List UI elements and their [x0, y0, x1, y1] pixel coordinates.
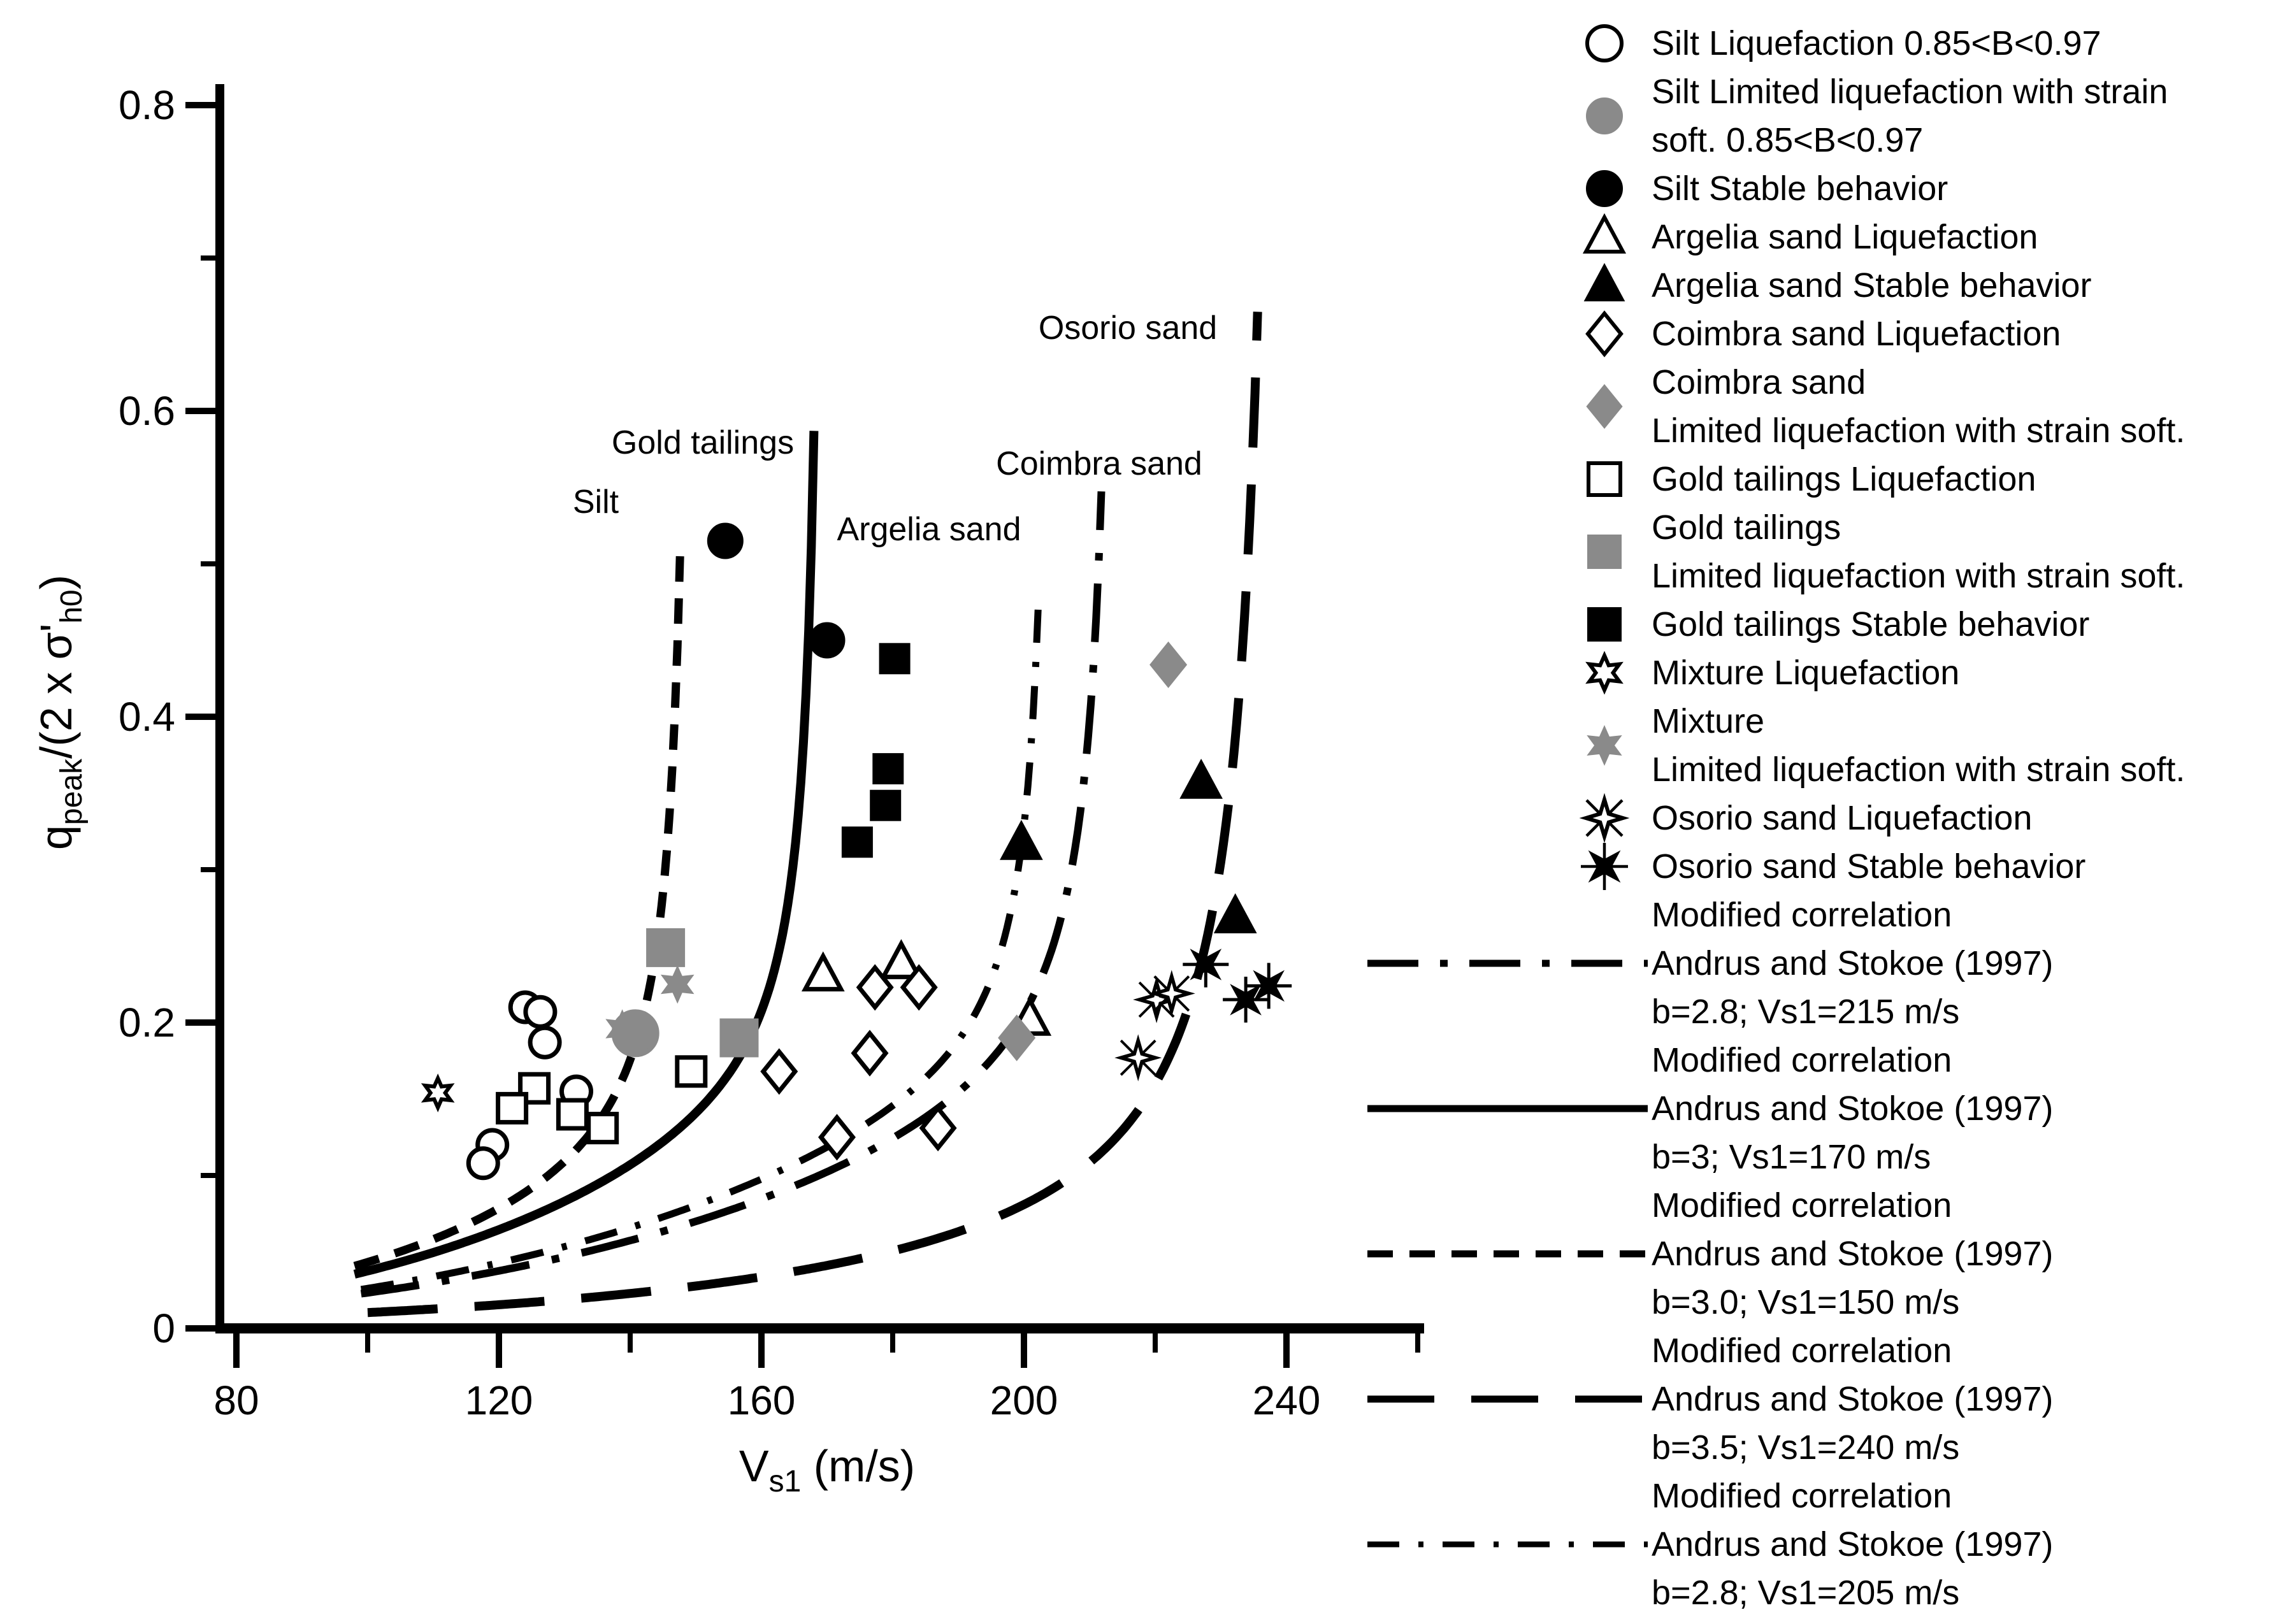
- legend-item-label: [1652, 213, 2038, 261]
- legend-item-line: Modified correlation: [1652, 1186, 1952, 1225]
- legend-item-label: [1652, 503, 2185, 600]
- y-tick-label: 0.2: [119, 1000, 175, 1046]
- legend-item-line: Silt Liquefaction 0.85<B<0.97: [1652, 24, 2101, 62]
- legend-item-line: Gold tailings Liquefaction: [1652, 460, 2036, 498]
- legend-item: [1364, 68, 2269, 164]
- legend-item-line: b=2.8; Vs1=205 m/s: [1652, 1574, 1960, 1612]
- legend-item-line: Coimbra sand: [1652, 363, 1866, 401]
- legend-item: [1364, 19, 2269, 68]
- legend-square-open-icon: [1364, 455, 1652, 503]
- legend-item-line: Mixture: [1652, 702, 1765, 740]
- legend-item-line: Limited liquefaction with strain soft.: [1652, 412, 2186, 450]
- legend-item-line: Modified correlation: [1652, 1332, 1952, 1370]
- data-point-square-black: [844, 829, 870, 856]
- legend-item-label: [1652, 1036, 2053, 1181]
- data-point-star8-black: [1183, 942, 1228, 988]
- legend-item: [1364, 164, 2269, 213]
- legend-item: [1364, 891, 2269, 1036]
- data-point-square-big-gray: [649, 930, 683, 965]
- data-point-triangle-black: [1218, 898, 1253, 931]
- y-tick-label: 0.6: [119, 388, 175, 434]
- legend-item-label: [1652, 891, 2053, 1036]
- data-point-square-open: [589, 1114, 617, 1142]
- data-point-circle-open: [468, 1149, 498, 1178]
- legend-item-label: [1652, 1326, 2053, 1472]
- legend-item: [1364, 697, 2269, 794]
- legend-line-swatch: [1364, 1036, 1652, 1181]
- legend-square-gray-icon: [1364, 503, 1652, 600]
- legend-item-label: [1652, 261, 2091, 310]
- legend-circle-open-icon: [1364, 19, 1652, 68]
- data-point-diamond-gray: [1153, 645, 1185, 684]
- legend-item-line: Argelia sand Liquefaction: [1652, 218, 2038, 256]
- legend-item: [1364, 358, 2269, 455]
- legend-item-line: Mixture Liquefaction: [1652, 654, 1960, 692]
- y-tick-label: 0.8: [119, 82, 175, 128]
- legend-line-swatch: [1364, 1472, 1652, 1617]
- x-axis-title: $V_{s1}$ (m/s): [738, 1441, 916, 1498]
- curve-gold_curve: [354, 431, 814, 1274]
- series-silt_stable: [709, 525, 843, 656]
- legend-star8-open-icon: [1364, 794, 1652, 842]
- legend-square-black-icon: [1364, 600, 1652, 649]
- legend-item-label: [1652, 600, 2089, 649]
- legend-item: [1364, 455, 2269, 503]
- legend-item-label: [1652, 164, 1948, 213]
- legend-item: [1364, 1326, 2269, 1472]
- legend-item-line: Silt Limited liquefaction with strain: [1652, 73, 2168, 111]
- series-mixture_liq: [425, 1078, 450, 1107]
- x-tick-label: 80: [213, 1377, 259, 1423]
- legend-item-label: [1652, 68, 2168, 164]
- data-point-square-black: [872, 792, 899, 819]
- legend-line-swatch: [1364, 1181, 1652, 1326]
- data-point-square-big-gray: [722, 1021, 756, 1055]
- data-point-triangle-open: [805, 956, 841, 989]
- curve-label: Argelia sand: [837, 511, 1021, 548]
- legend-item-line: Modified correlation: [1652, 1041, 1952, 1079]
- data-point-triangle-black: [1004, 824, 1039, 858]
- y-tick-label: 0.4: [119, 694, 175, 740]
- legend-item-label: [1652, 842, 2085, 891]
- data-point-star8-open: [1155, 976, 1189, 1010]
- x-tick-label: 160: [727, 1377, 796, 1423]
- legend-item-line: Gold tailings: [1652, 508, 1841, 547]
- legend-item-line: Andrus and Stokoe (1997): [1652, 1380, 2054, 1418]
- data-point-square-black: [875, 756, 902, 782]
- data-point-triangle-black: [1183, 763, 1219, 796]
- curve-label: Osorio sand: [1038, 310, 1218, 347]
- data-point-circle-open: [530, 1028, 559, 1057]
- legend-item-label: [1652, 794, 2032, 842]
- legend-item-label: [1652, 358, 2185, 455]
- legend-item: [1364, 600, 2269, 649]
- legend-item: [1364, 310, 2269, 358]
- data-point-square-open: [498, 1094, 526, 1122]
- legend-item-label: [1652, 1181, 2053, 1326]
- legend-item-line: b=2.8; Vs1=215 m/s: [1652, 993, 1960, 1031]
- legend-item-line: Limited liquefaction with strain soft.: [1652, 751, 2186, 789]
- data-point-diamond-open: [854, 1033, 886, 1073]
- legend-diamond-gray-icon: [1364, 358, 1652, 455]
- legend-item-line: Andrus and Stokoe (1997): [1652, 944, 2054, 982]
- legend-triangle-black-icon: [1364, 261, 1652, 310]
- curve-label: Silt: [572, 484, 619, 521]
- legend-item: [1364, 213, 2269, 261]
- legend-item-line: Argelia sand Stable behavior: [1652, 266, 2092, 305]
- data-point-star8-open: [1121, 1040, 1155, 1075]
- series-osorio_stable: [1183, 942, 1292, 1023]
- series-coimbra_liq: [763, 968, 954, 1157]
- curve-labels: [573, 310, 1217, 548]
- legend-star8-black-icon: [1364, 842, 1652, 891]
- legend-item-line: Osorio sand Stable behavior: [1652, 847, 2086, 886]
- legend-item-label: [1652, 649, 1959, 697]
- data-point-square-open: [558, 1100, 586, 1128]
- data-point-star6-gray: [665, 970, 690, 999]
- legend-item-line: Limited liquefaction with strain soft.: [1652, 557, 2186, 595]
- legend-item-line: b=3; Vs1=170 m/s: [1652, 1138, 1931, 1176]
- data-point-square-open: [677, 1058, 705, 1086]
- legend-item-line: Silt Stable behavior: [1652, 169, 1948, 208]
- legend-item: [1364, 649, 2269, 697]
- legend-item: [1364, 794, 2269, 842]
- legend-item: [1364, 1181, 2269, 1326]
- y-axis-title: $q_{peak}/(2$ x $\sigma'_{h0}$): [31, 575, 89, 850]
- x-tick-label: 240: [1252, 1377, 1321, 1423]
- legend: [1364, 19, 2269, 1617]
- legend-item-label: [1652, 1472, 2053, 1617]
- tick-labels: [119, 82, 1320, 1423]
- data-point-square-black: [881, 645, 908, 672]
- legend-item-line: Andrus and Stokoe (1997): [1652, 1089, 2054, 1128]
- legend-item: [1364, 842, 2269, 891]
- data-point-diamond-open: [763, 1052, 795, 1091]
- legend-item-line: Gold tailings Stable behavior: [1652, 605, 2090, 643]
- legend-item-line: b=3.5; Vs1=240 m/s: [1652, 1428, 1960, 1467]
- legend-item-line: b=3.0; Vs1=150 m/s: [1652, 1283, 1960, 1321]
- curve-argelia_curve: [361, 602, 1039, 1290]
- legend-diamond-open-icon: [1364, 310, 1652, 358]
- legend-line-swatch: [1364, 1326, 1652, 1472]
- legend-circle-black-icon: [1364, 164, 1652, 213]
- legend-item-line: Andrus and Stokoe (1997): [1652, 1235, 2054, 1273]
- data-point-circle-open: [526, 997, 555, 1026]
- legend-item-line: Andrus and Stokoe (1997): [1652, 1525, 2054, 1563]
- legend-item-line: soft. 0.85<B<0.97: [1652, 121, 1924, 159]
- legend-line-swatch: [1364, 891, 1652, 1036]
- data-point-circle-black: [709, 525, 741, 557]
- legend-item-line: Coimbra sand Liquefaction: [1652, 315, 2061, 353]
- legend-item-line: Modified correlation: [1652, 1477, 1952, 1515]
- series-gold_stable: [844, 645, 908, 856]
- x-tick-label: 120: [465, 1377, 533, 1423]
- series-argelia_stable: [1004, 763, 1253, 931]
- curve-label: Coimbra sand: [996, 445, 1202, 482]
- legend-item-label: [1652, 697, 2185, 794]
- legend-item: [1364, 503, 2269, 600]
- legend-circle-gray-icon: [1364, 68, 1652, 164]
- curve-label: Gold tailings: [611, 424, 795, 461]
- data-point-circle-black: [811, 624, 843, 656]
- legend-star6-open-icon: [1364, 649, 1652, 697]
- legend-star6-gray-icon: [1364, 697, 1652, 794]
- x-tick-label: 200: [990, 1377, 1058, 1423]
- legend-item-label: [1652, 19, 2101, 68]
- legend-item-line: Osorio sand Liquefaction: [1652, 799, 2033, 837]
- legend-item-label: [1652, 455, 2036, 503]
- legend-item-line: Modified correlation: [1652, 896, 1952, 934]
- y-tick-label: 0: [152, 1305, 175, 1351]
- data-point-star6-open: [425, 1078, 450, 1107]
- legend-item: [1364, 1472, 2269, 1617]
- legend-item: [1364, 261, 2269, 310]
- legend-item-label: [1652, 310, 2061, 358]
- legend-triangle-open-icon: [1364, 213, 1652, 261]
- legend-item: [1364, 1036, 2269, 1181]
